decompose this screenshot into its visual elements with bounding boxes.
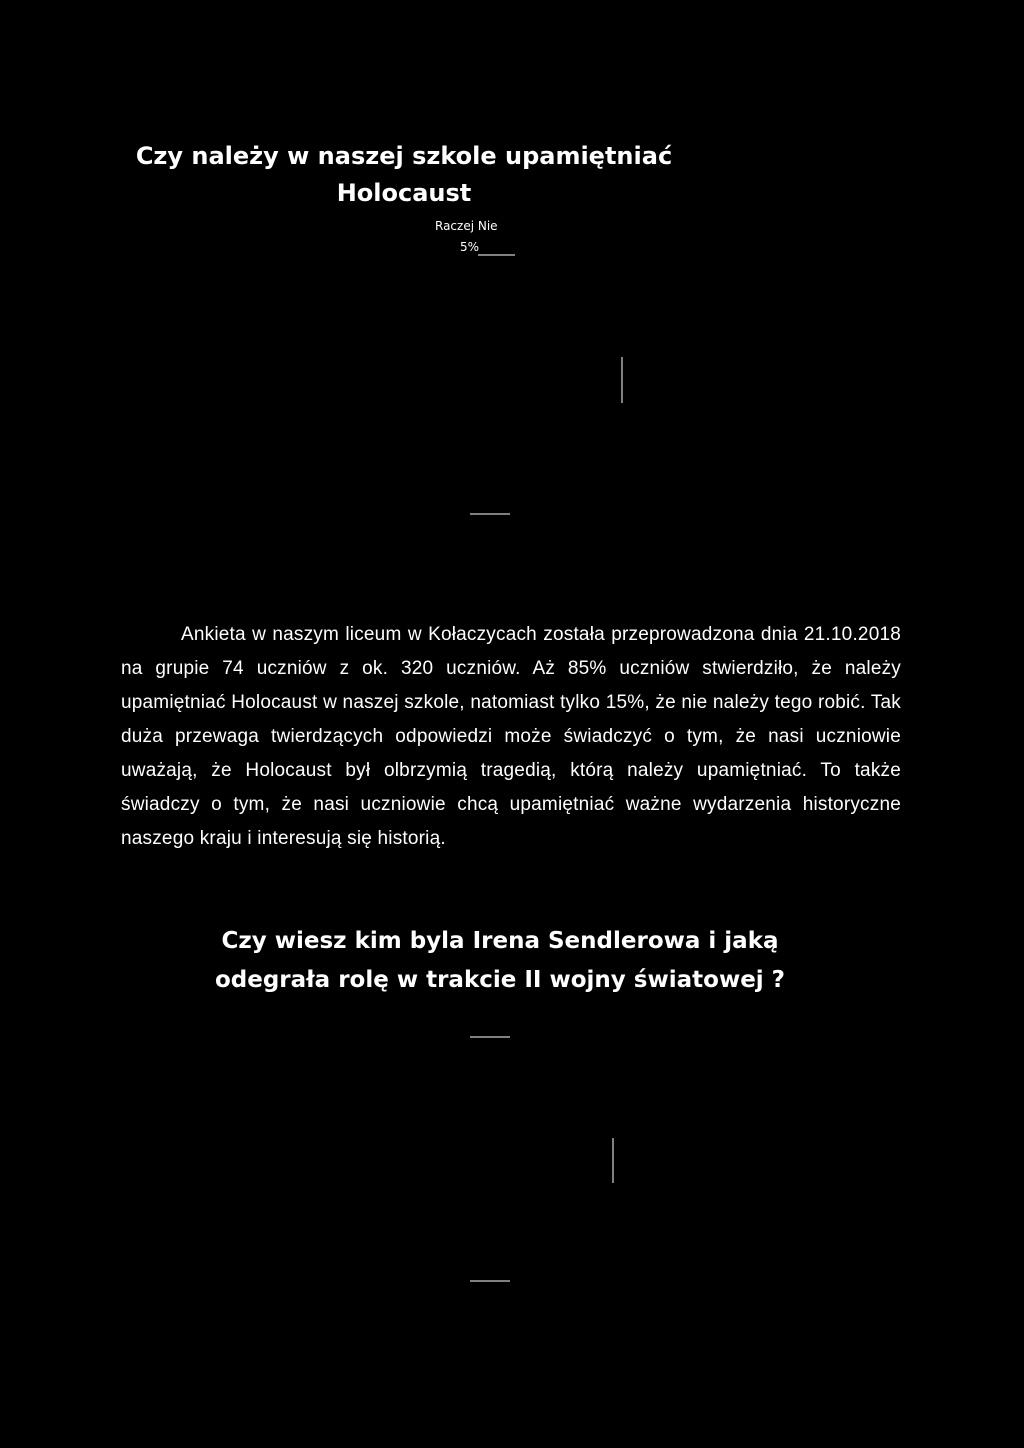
survey-text-part-3: To także świadczy o tym, że nasi uczniowie chcą upamiętniać ważne wydarzenia historyczne naszego kraju i interesują się historią. <box>121 760 901 849</box>
survey-text-part-2: Tak duża przewaga twierdzących odpowiedzi może świadczyć o tym, że nasi uczniowie uważają, że Holocaust był olbrzymią tragedią, którą należy upamiętniać. <box>121 692 901 781</box>
chart-2-title-line-1: Czy wiesz kim byla Irena Sendlerowa i jaką <box>221 928 779 954</box>
chart-2-plot <box>470 1037 613 1281</box>
chart-1-title-line-2: Holocaust <box>336 179 472 207</box>
chart-2-title <box>0 922 1000 1000</box>
chart-1-slice-label-raczej-nie: Raczej Nie <box>435 219 498 233</box>
chart-1-slice-value-raczej-nie: 5% <box>460 240 480 254</box>
chart-1-title-line-1: Czy należy w naszej szkole upamiętniać <box>135 142 673 170</box>
chart-1-plot <box>470 255 622 514</box>
chart-2-title-line-2: odegrała rolę w trakcie II wojny światowej ? <box>214 967 786 993</box>
chart-1-title <box>0 138 808 212</box>
survey-summary-paragraph <box>121 618 901 856</box>
survey-text-part-1: Ankieta w naszym liceum w Kołaczycach została przeprowadzona dnia 21.10.2018 na grupie 74 uczniów z ok. 320 uczniów. Aż 85% uczniów stwierdziło, że należy upamiętniać Holocaust w naszej szkole, natomiast tylko 15%, że nie należy tego robić. <box>121 624 901 713</box>
